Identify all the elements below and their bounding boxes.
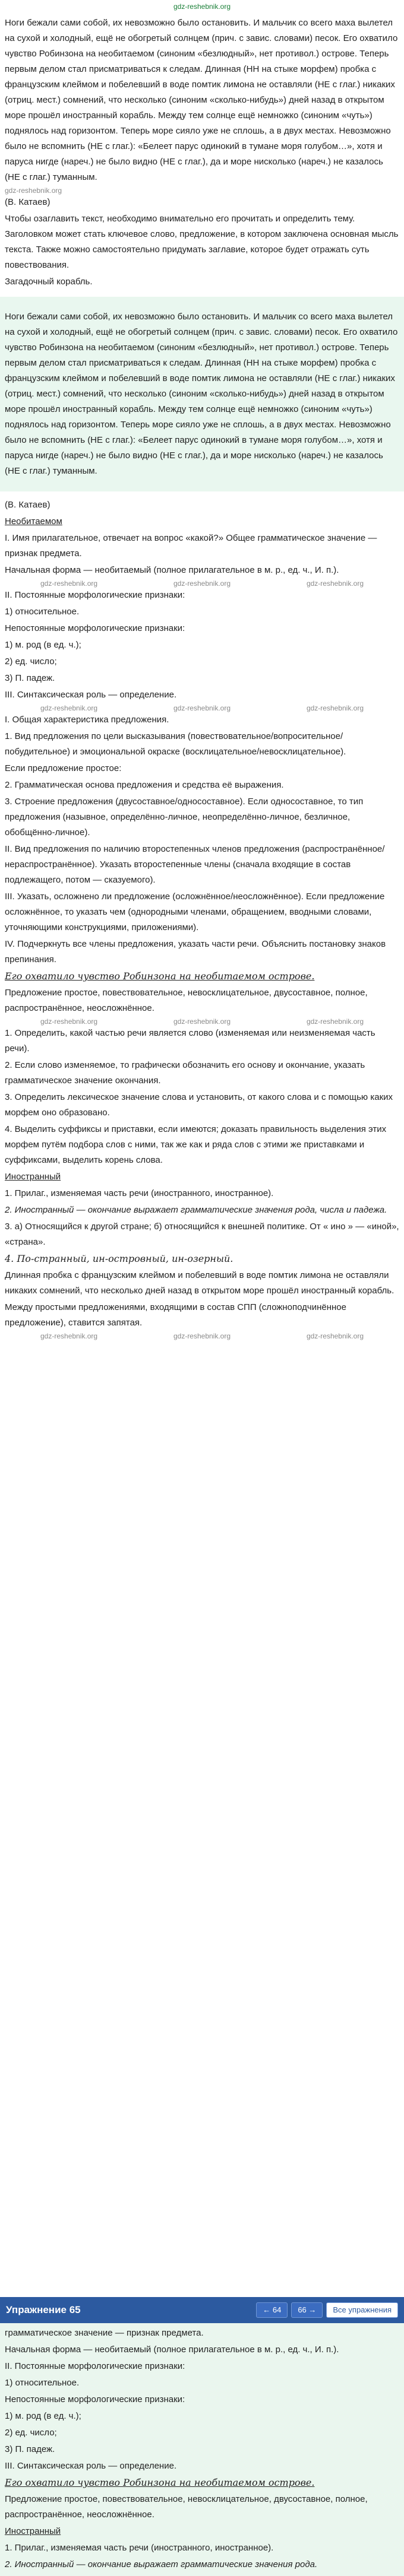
syntax-plan: 3. Строение предложения (двусоставное/односоставное). Если односоставное, то тип предложения (назывное, определённо-личное, неопределённо-личное, безличное, обобщённо-личное). [5, 797, 364, 837]
analysis-line: 1) м. род (в ед. ч.); [5, 640, 81, 650]
word-plan: 1. Определить, какой частью речи является слово (изменяемая или неизменяемая часть речи). [5, 1028, 375, 1054]
syntax-result: Предложение простое, повествовательное, невосклицательное, двусоставное, полное, распространённое, неосложнённое. [5, 2494, 368, 2520]
syntax-plan: II. Вид предложения по наличию второстепенных членов предложения (распространённое/нераспространённое). Указать второстепенные члены (сначала входящие в состав подлежащего, потом — сказуемого). [5, 844, 385, 885]
author-block [0, 495, 404, 1343]
content [0, 13, 404, 1343]
analysis-line: III. Синтаксическая роль — определение. [5, 2461, 177, 2471]
original-text [0, 13, 404, 293]
exercise-pager [0, 2297, 404, 2323]
analysis-line: 1) относительное. [5, 607, 80, 617]
highlighted-text [0, 297, 404, 491]
analysis-line: Начальная форма — необитаемый (полное прилагательное в м. р., ед. ч., И. п.). [5, 565, 339, 575]
watermark: gdz-reshebnik.org [5, 186, 62, 195]
word-analysis: 1. Прилаг., изменяемая часть речи (иностранного, иностранное). [5, 2543, 274, 2553]
analysis-line: 1) относительное. [5, 2378, 80, 2388]
word-plan: 4. Выделить суффиксы и приставки, если имеются; доказать правильность выделения этих морфем путём подбора слов с ними, так же как и ряда слов с этими же приставками и суффиксами, выделить корень слова. [5, 1124, 387, 1165]
watermark-row: gdz-reshebnik.org gdz-reshebnik.org gdz-reshebnik.org [40, 704, 364, 712]
syntax-plan: 1. Вид предложения по цели высказывания (повествовательное/вопросительное/побудительное) и эмоциональной окраске (восклицательное/невосклицательное). [5, 731, 346, 757]
analysis-line: Начальная форма — необитаемый (полное прилагательное в м. р., ед. ч., И. п.). [5, 2345, 339, 2355]
word-analysis: 1. Прилаг., изменяемая часть речи (иностранного, иностранное). [5, 1188, 274, 1198]
prev-exercise-button[interactable]: ← 64 [256, 2302, 288, 2318]
sentence-scheme: Его охватило чувство Робинзона на необитаемом острове. [5, 970, 315, 982]
analysis-line: I. Имя прилагательное, отвечает на вопрос «какой?» Общее грамматическое значение — признак предмета. [5, 533, 377, 559]
watermark-row: gdz-reshebnik.org gdz-reshebnik.org gdz-reshebnik.org [40, 1332, 364, 1340]
analysis-line: Непостоянные морфологические признаки: [5, 623, 185, 633]
paragraph: Ноги бежали сами собой, их невозможно было остановить. И мальчик со всего маха вылетел на сухой и холодный, ещё не обогретый солнцем (прич. с завис. словами) песок. Его охватило чувство Робинзона на необитаемом (синоним «безлюдный», нет противол.) острове. Теперь первым делом стал присматриваться к следам. Длинная (НН на стыке морфем) пробка с французским клеймом и побелевший в воде помтик лимона не оставляли (НЕ с глаг.) никаких (отриц. мест.) сомнений, что несколько (синоним «сколько-нибудь») дней назад в открытом море прошёл иностранный корабль. Между тем солнце ещё немножко (синоним «чуть») поднялось над горизонтом. Теперь море сияло уже не сплошь, а в двух местах. Невозможно было не вспомнить (НЕ с глаг.): «Белеет парус одинокий в тумане моря голубом…», хотя и паруса нигде (нареч.) не было видно (НЕ с глаг.), да и море нисколько (нареч.) не казалось (НЕ с глаг.) туманным. [5, 18, 398, 182]
word-plan: 2. Если слово изменяемое, то графически обозначить его основу и окончание, указать грамматическое значение окончания. [5, 1060, 365, 1086]
syntax-plan: Если предложение простое: [5, 763, 122, 773]
analysis-line: 2) ед. число; [5, 2428, 57, 2438]
word-scheme: 4. По-странный, ин-островный, ин-озерный. [5, 1253, 233, 1264]
analysis-line: Непостоянные морфологические признаки: [5, 2394, 185, 2404]
sentence-scheme: Его охватило чувство Робинзона на необитаемом острове. [5, 2477, 315, 2488]
analysis-line: 2) ед. число; [5, 656, 57, 667]
paragraph: Ноги бежали сами собой, их невозможно было остановить. И мальчик со всего маха вылетел на сухой и холодный, ещё не обогретый солнцем (прич. с завис. словами) песок. Его охватило чувство Робинзона на необитаемом (синоним «безлюдный», нет противол.) острове. Теперь первым делом стал присматриваться к следам. Длинная (НН на стыке морфем) пробка с французским клеймом и побелевший в воде помтик лимона не оставляли (НЕ с глаг.) никаких (отриц. мест.) сомнений, что несколько (синоним «сколько-нибудь») дней назад в открытом море прошёл иностранный корабль. Между тем солнце ещё немножко (синоним «чуть») поднялось над горизонтом. Теперь море сияло уже не сплошь, а в двух местах. Невозможно было не вспомнить (НЕ с глаг.): «Белеет парус одинокий в тумане моря голубом…», хотя и паруса нигде (нареч.) не было видно (НЕ с глаг.), да и море нисколько (нареч.) не казалось (НЕ с глаг.) туманным. [5, 312, 398, 476]
analysis-word: Необитаемом [5, 516, 62, 526]
analysis-word: Иностранный [5, 2526, 61, 2536]
word-analysis: 2. Иностранный — окончание выражает грамматические значения рода. [5, 2559, 318, 2569]
analysis-word: Иностранный [5, 1172, 61, 1182]
syntax-result: Предложение простое, повествовательное, невосклицательное, двусоставное, полное, распространённое, неосложнённое. [5, 988, 368, 1013]
author: (В. Катаев) [5, 197, 50, 207]
title-answer: Загадочный корабль. [5, 277, 93, 287]
lower-content [0, 2323, 404, 2576]
task-explanation: Чтобы озаглавить текст, необходимо внимательно его прочитать и определить тему. Заголовком может стать ключевое слово, предложение, в котором заключена основная мысль текста. Также можно самостоятельно придумать заглавие, которое будет отражать суть повествования. [5, 214, 399, 270]
word-analysis: 3. а) Относящийся к другой стране; б) относящийся к внешней политике. От « ино » — «иной», «страна». [5, 1222, 399, 1247]
analysis-line: 3) П. падеж. [5, 2444, 55, 2454]
site-header[interactable]: gdz-reshebnik.org [173, 2, 231, 11]
syntax-plan: 2. Грамматическая основа предложения и средства её выражения. [5, 780, 284, 790]
analysis-line: 3) П. падеж. [5, 673, 55, 683]
analysis-line: грамматическое значение — признак предмета. [5, 2328, 204, 2338]
word-analysis: Между простыми предложениями, входящими в состав СПП (сложноподчинённое предложение), ставится запятая. [5, 1302, 346, 1328]
syntax-plan: III. Указать, осложнено ли предложение (осложнённое/неосложнённое). Если предложение осложнённое, то указать чем (однородными членами, обращением, вводными словами, уточняющими конструкциями, приложениями). [5, 892, 385, 932]
watermark-row: gdz-reshebnik.org gdz-reshebnik.org gdz-reshebnik.org [40, 1017, 364, 1026]
analysis-line: III. Синтаксическая роль — определение. [5, 690, 177, 700]
syntax-plan: IV. Подчеркнуть все члены предложения, указать части речи. Объяснить постановку знаков препинания. [5, 939, 386, 965]
all-exercises-button[interactable]: Все упражнения [326, 2302, 398, 2318]
analysis-line: II. Постоянные морфологические признаки: [5, 2361, 185, 2371]
next-exercise-button[interactable]: 66 → [291, 2302, 323, 2318]
author: (В. Катаев) [5, 500, 50, 510]
analysis-line: II. Постоянные морфологические признаки: [5, 590, 185, 600]
watermark-row: gdz-reshebnik.org gdz-reshebnik.org gdz-reshebnik.org [40, 579, 364, 588]
word-plan: 3. Определить лексическое значение слова и установить, от какого слова и с помощью каких морфем оно образовано. [5, 1092, 393, 1118]
word-analysis: Длинная пробка с французским клеймом и побелевший в воде помтик лимона не оставляли никаких сомнений, что несколько дней назад в открытом море прошёл иностранный корабль. [5, 1270, 394, 1296]
analysis-line: 1) м. род (в ед. ч.); [5, 2411, 81, 2421]
exercise-title: Упражнение 65 [6, 2304, 81, 2315]
syntax-plan: I. Общая характеристика предложения. [5, 715, 169, 725]
word-analysis: 2. Иностранный — окончание выражает грамматические значения рода, числа и падежа. [5, 1205, 387, 1215]
